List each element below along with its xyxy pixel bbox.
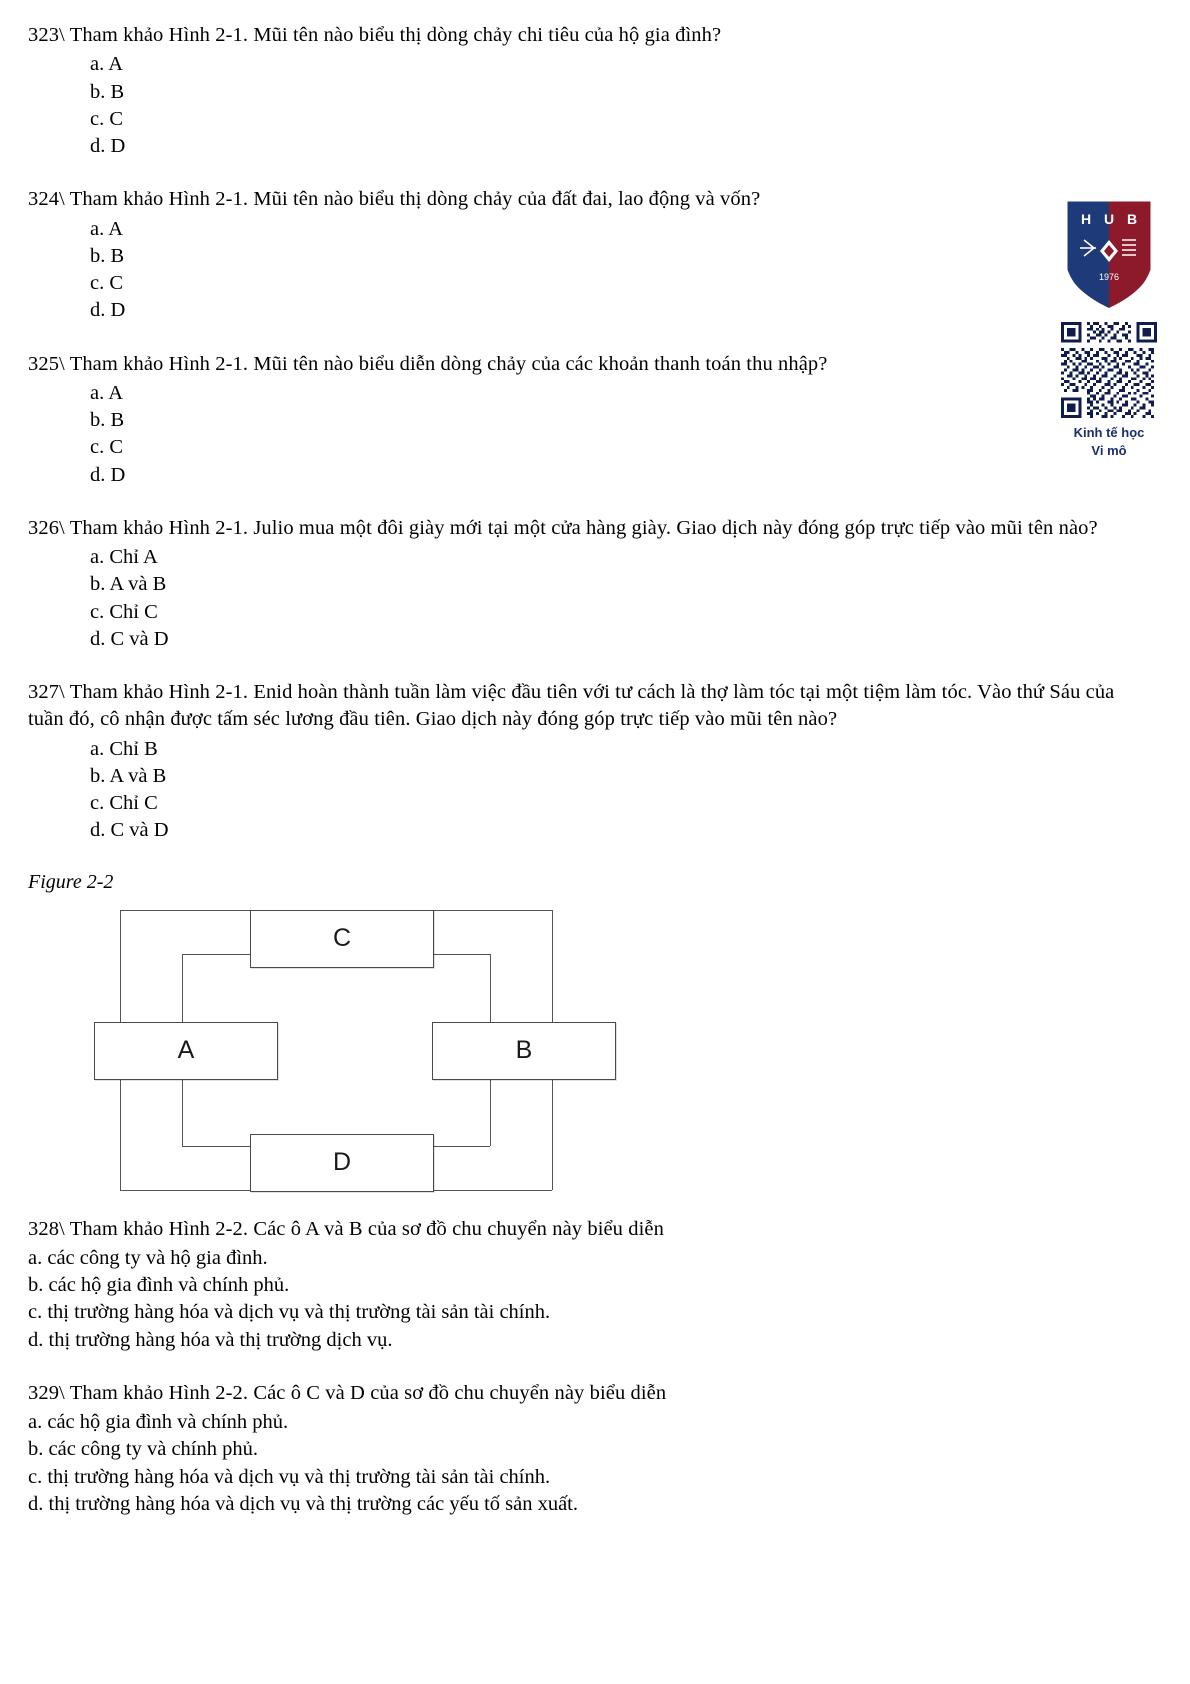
choice-item[interactable]: d. D bbox=[90, 135, 126, 157]
diagram-line bbox=[432, 1146, 490, 1147]
choice-item[interactable]: b. B bbox=[90, 244, 125, 267]
choice-item[interactable]: a. A bbox=[90, 217, 124, 240]
choice-item[interactable]: b. B bbox=[90, 80, 125, 103]
choice-item[interactable]: c. C bbox=[90, 436, 124, 459]
svg-text:U: U bbox=[1103, 211, 1115, 227]
brand-caption-line2: Vi mô bbox=[1091, 442, 1127, 458]
question-block bbox=[28, 22, 1138, 160]
svg-text:H: H bbox=[1080, 211, 1092, 227]
diagram-line bbox=[120, 1190, 250, 1191]
choice-item[interactable]: a. Chỉ B bbox=[90, 737, 158, 760]
choice-item[interactable]: b. A và B bbox=[90, 573, 167, 596]
diagram-line bbox=[490, 954, 491, 1022]
choice-list bbox=[28, 216, 1138, 325]
choice-item[interactable]: c. thị trường hàng hóa và dịch vụ và thị trường tài sản tài chính. bbox=[28, 1465, 551, 1488]
choice-list bbox=[28, 380, 1138, 489]
choice-item[interactable]: c. Chỉ C bbox=[90, 600, 158, 623]
choice-item[interactable]: b. các công ty và chính phủ. bbox=[28, 1438, 258, 1461]
diagram-line bbox=[432, 954, 490, 955]
choice-item[interactable]: c. thị trường hàng hóa và dịch vụ và thị trường tài sản tài chính. bbox=[28, 1301, 551, 1324]
choice-item[interactable]: b. các hộ gia đình và chính phủ. bbox=[28, 1274, 290, 1296]
qr-code-icon bbox=[1061, 322, 1157, 418]
choice-list bbox=[28, 544, 1138, 653]
choice-item[interactable]: a. A bbox=[90, 381, 124, 404]
choice-list bbox=[28, 1245, 1138, 1354]
brand-caption-line1: Kinh tế học bbox=[1073, 425, 1145, 440]
document-content bbox=[28, 22, 1138, 1544]
question-block bbox=[28, 1380, 1138, 1518]
diagram-box-c: C bbox=[250, 910, 434, 968]
diagram-box-d: D bbox=[250, 1134, 434, 1192]
figure-2-2 bbox=[28, 906, 1138, 1206]
diagram-line bbox=[182, 954, 183, 1022]
brand-caption bbox=[1050, 424, 1168, 459]
question-text: 323\ Tham khảo Hình 2-1. Mũi tên nào biểu thị dòng chảy chi tiêu của hộ gia đình? bbox=[28, 24, 722, 46]
svg-text:B: B bbox=[1126, 211, 1138, 227]
choice-item[interactable]: d. thị trường hàng hóa và dịch vụ và thị trường các yếu tố sản xuất. bbox=[28, 1492, 579, 1515]
choice-item[interactable]: d. D bbox=[90, 299, 126, 322]
choice-item[interactable]: d. D bbox=[90, 463, 126, 486]
choice-item[interactable]: b. B bbox=[90, 409, 125, 431]
choice-item[interactable]: a. các hộ gia đình và chính phủ. bbox=[28, 1411, 289, 1433]
diagram-line bbox=[490, 1078, 491, 1146]
question-block bbox=[28, 1216, 1138, 1354]
choice-item[interactable]: d. C và D bbox=[90, 819, 169, 842]
choice-item[interactable]: a. các công ty và hộ gia đình. bbox=[28, 1246, 268, 1269]
choice-item[interactable]: b. A và B bbox=[90, 764, 167, 787]
brand-block bbox=[1050, 196, 1168, 459]
question-text: 326\ Tham khảo Hình 2-1. Julio mua một đôi giày mới tại một cửa hàng giày. Giao dịch này đóng góp trực tiếp vào mũi tên nào? bbox=[28, 516, 1098, 539]
shield-icon bbox=[1062, 196, 1156, 312]
choice-list bbox=[28, 51, 1138, 160]
diagram-line bbox=[552, 910, 553, 1022]
diagram-box-b: B bbox=[432, 1022, 616, 1080]
question-text: 327\ Tham khảo Hình 2-1. Enid hoàn thành tuần làm việc đầu tiên với tư cách là thợ làm tóc tại một tiệm làm tóc. Vào thứ Sáu của tuần đó, cô nhận được tấm séc lương đầu tiên. Giao dịch này đóng góp trực tiếp vào mũi tên nào? bbox=[28, 681, 1115, 731]
choice-item[interactable]: c. C bbox=[90, 272, 124, 294]
question-block bbox=[28, 186, 1138, 324]
question-block bbox=[28, 679, 1138, 845]
diagram-line bbox=[182, 1146, 250, 1147]
diagram-line bbox=[182, 1078, 183, 1146]
choice-item[interactable]: a. A bbox=[90, 53, 124, 76]
diagram-line bbox=[182, 954, 250, 955]
diagram-line bbox=[120, 910, 250, 911]
hub-logo bbox=[1062, 196, 1156, 312]
diagram-line bbox=[120, 910, 121, 1022]
choice-item[interactable]: c. C bbox=[90, 107, 124, 130]
question-text: 329\ Tham khảo Hình 2-2. Các ô C và D của sơ đồ chu chuyển này biểu diễn bbox=[28, 1381, 667, 1404]
diagram-line bbox=[552, 1078, 553, 1190]
choice-list bbox=[28, 736, 1138, 845]
choice-item[interactable]: d. thị trường hàng hóa và thị trường dịch vụ. bbox=[28, 1328, 393, 1351]
question-text: 324\ Tham khảo Hình 2-1. Mũi tên nào biểu thị dòng chảy của đất đai, lao động và vốn? bbox=[28, 188, 761, 211]
choice-item[interactable]: c. Chỉ C bbox=[90, 792, 158, 814]
diagram-line bbox=[432, 1190, 552, 1191]
question-block bbox=[28, 351, 1138, 489]
question-block bbox=[28, 515, 1138, 653]
choice-item[interactable]: d. C và D bbox=[90, 627, 169, 650]
figure-label: Figure 2-2 bbox=[28, 870, 114, 893]
circular-flow-diagram bbox=[90, 906, 710, 1196]
svg-text:1976: 1976 bbox=[1098, 272, 1120, 282]
question-text: 325\ Tham khảo Hình 2-1. Mũi tên nào biểu diễn dòng chảy của các khoản thanh toán thu nhập? bbox=[28, 352, 828, 375]
question-text: 328\ Tham khảo Hình 2-2. Các ô A và B của sơ đồ chu chuyển này biểu diễn bbox=[28, 1217, 664, 1240]
diagram-line bbox=[120, 1078, 121, 1190]
choice-item[interactable]: a. Chỉ A bbox=[90, 546, 158, 568]
diagram-line bbox=[432, 910, 552, 911]
choice-list bbox=[28, 1409, 1138, 1518]
diagram-box-a: A bbox=[94, 1022, 278, 1080]
